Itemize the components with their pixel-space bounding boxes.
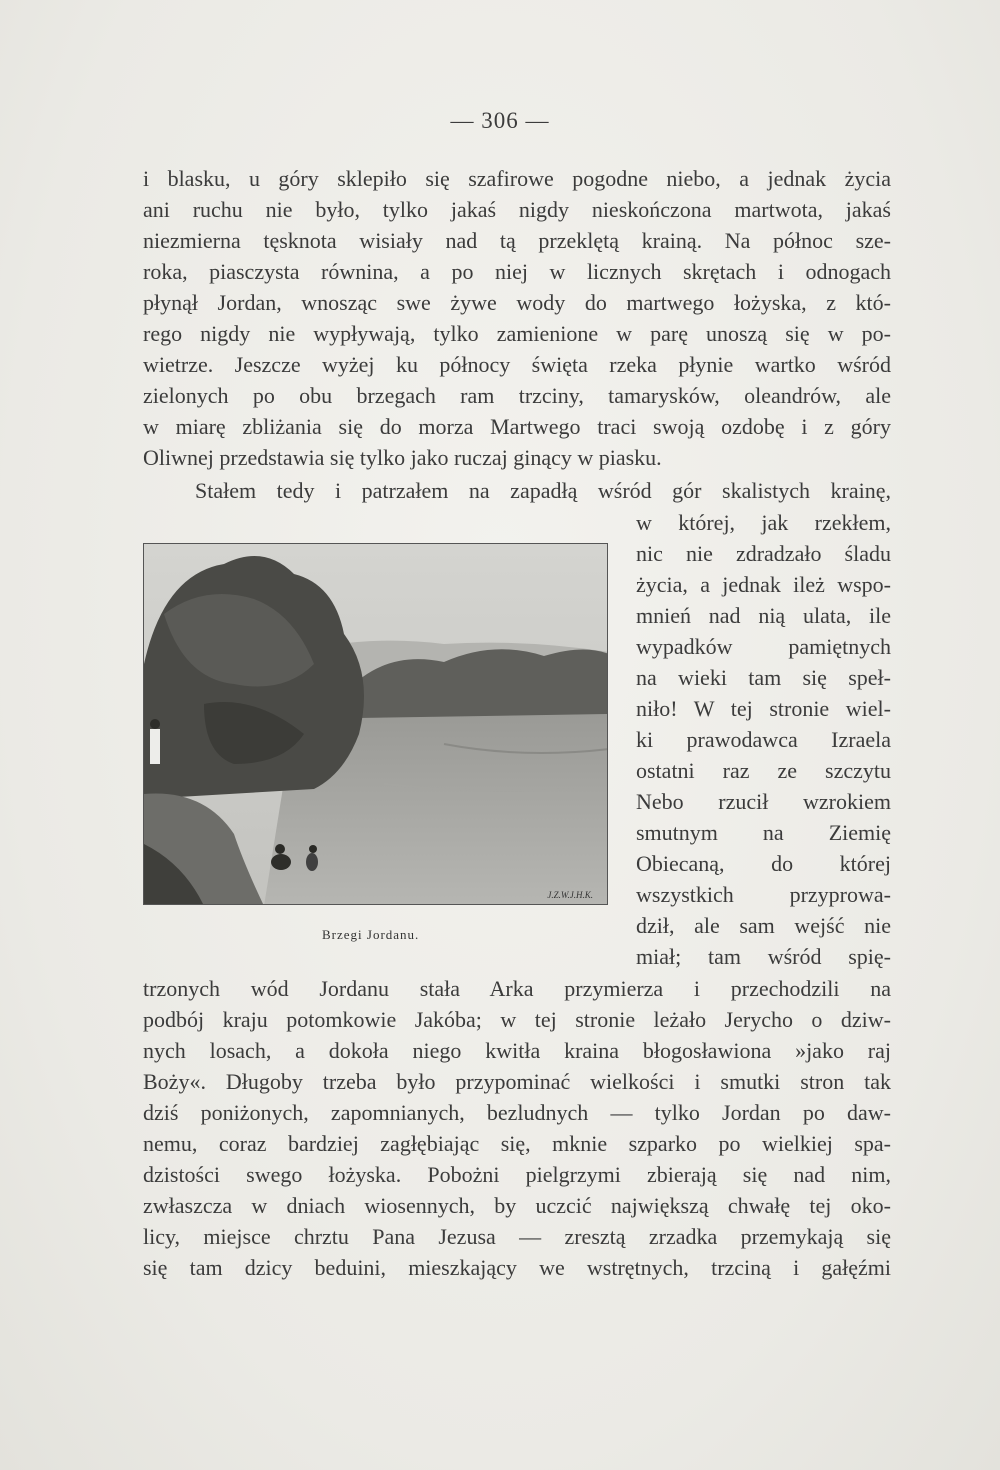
text-line: w miarę zbliżania się do morza Martwego traci swoją ozdobę i z góry [143,414,891,439]
text-line: płynął Jordan, wnosząc swe żywe wody do martwego łożyska, z któ- [143,290,891,315]
text-line: mnień nad nią ulata, ile [636,603,891,628]
text-line: rego nigdy nie wypływają, tylko zamienione w parę unoszą się w po- [143,321,891,346]
text-line: niło! W tej stronie wiel- [636,696,891,721]
text-line: ki prawodawca Izraela [636,727,891,752]
text-line: Oliwnej przedstawia się tylko jako ruczaj ginący w piasku. [143,445,662,470]
text-line: Nebo rzucił wzrokiem [636,789,891,814]
text-line: nych losach, a dokoła niego kwitła kraina błogosławiona »jako raj [143,1038,891,1063]
text-line: Boży«. Długoby trzeba było przypominać wielkości i smutki stron tak [143,1069,891,1094]
text-line: roka, piasczysta równina, a po niej w licznych skrętach i odnogach [143,259,891,284]
text-line: podbój kraju potomkowie Jakóba; w tej stronie leżało Jerycho o dziw- [143,1007,891,1032]
text-line: na wieki tam się speł- [636,665,891,690]
text-line: i blasku, u góry sklepiło się szafirowe pogodne niebo, a jednak życia [143,166,891,191]
text-line: niezmierna tęsknota wisiały nad tą przeklętą krainą. Na północ sze- [143,228,891,253]
text-line: nic nie zdradzało śladu [636,541,891,566]
text-line: się tam dzicy beduini, mieszkający we wstrętnych, trzciną i gałęźmi [143,1255,891,1280]
text-line: życia, a jednak ileż wspo- [636,572,891,597]
text-line: wypadków pamiętnych [636,634,891,659]
text-line: ostatni raz ze szczytu [636,758,891,783]
page-number: — 306 — [450,108,550,133]
text-line: licy, miejsce chrztu Pana Jezusa — zresztą zrzadka przemykają się [143,1224,891,1249]
text-line: miał; tam wśród spię- [636,944,891,969]
text-line: zielonych po obu brzegach ram trzciny, tamarysków, oleandrów, ale [143,383,891,408]
photo-jordan-banks [143,543,608,905]
text-line: Stałem tedy i patrzałem na zapadłą wśród gór skalistych krainę, [195,478,891,503]
photo-caption: Brzegi Jordanu. [322,927,420,942]
text-line: dził, ale sam wejść nie [636,913,891,938]
text-line: dzistości swego łożyska. Pobożni pielgrzymi zbierają się nad nim, [143,1162,891,1187]
text-line: dziś poniżonych, zapomnianych, bezludnych — tylko Jordan po daw- [143,1100,891,1125]
text-line: trzonych wód Jordanu stała Arka przymierza i przechodzili na [143,976,891,1001]
text-line: Obiecaną, do której [636,851,891,876]
text-line: ani ruchu nie było, tylko jakaś nigdy nieskończona martwota, jakaś [143,197,891,222]
text-line: nemu, coraz bardziej zagłębiając się, mknie szparko po wielkiej spa- [143,1131,891,1156]
text-line: wszystkich przyprowa- [636,882,891,907]
text-line: smutnym na Ziemię [636,820,891,845]
text-line: w której, jak rzekłem, [636,510,891,535]
photo-illustration [144,544,608,905]
text-line: wietrze. Jeszcze wyżej ku północy święta rzeka płynie wartko wśród [143,352,891,377]
text-line: zwłaszcza w dniach wiosennych, by uczcić największą chwałę tej oko- [143,1193,891,1218]
engraver-mark: J.Z.W.J.H.K. [547,890,593,900]
